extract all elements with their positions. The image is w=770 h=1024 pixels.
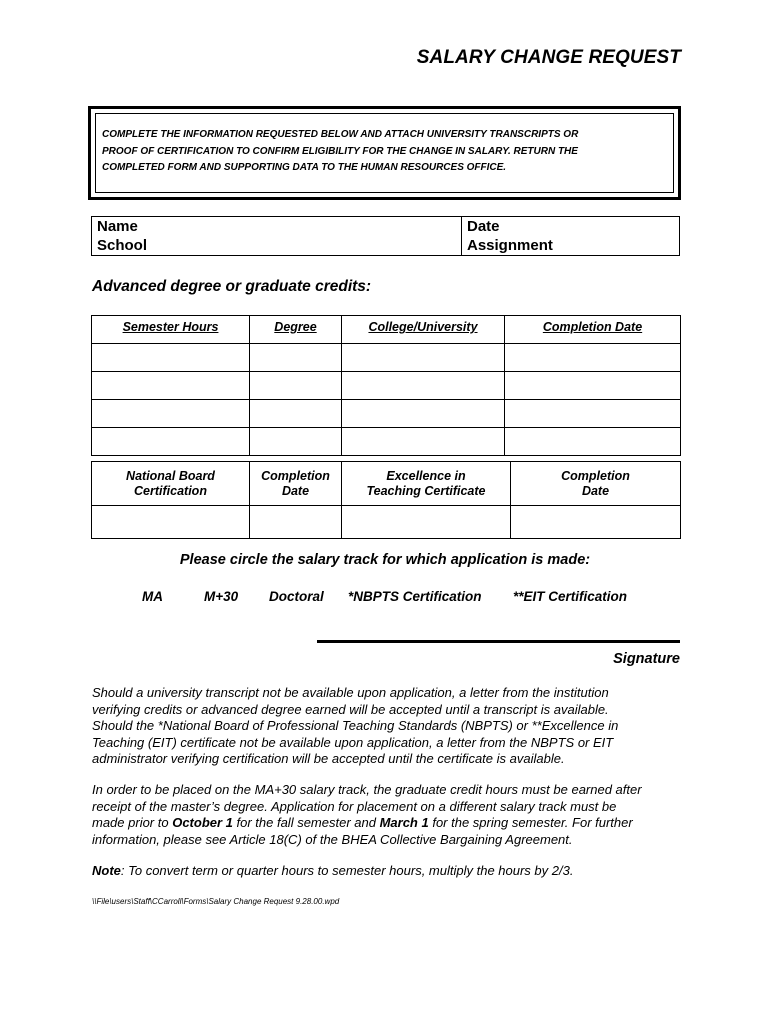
table-cell[interactable] xyxy=(92,428,250,456)
salary-track-paragraph: In order to be placed on the MA+30 salary track, the graduate credit hours must be earned after receipt of the master’s degree. Application for placement on a different salary track must be made prior to October 1 for the fall semester and March 1 for the spring semester. For further information, please see Article 18(C) of the BHEA Collective Bargaining Agreement. xyxy=(92,782,642,847)
table-row xyxy=(92,506,681,539)
certification-table xyxy=(91,461,681,539)
excellence-header: Excellence in Teaching Certificate xyxy=(342,462,511,506)
signature-line[interactable] xyxy=(317,640,680,643)
track-option-doctoral[interactable]: Doctoral xyxy=(269,589,324,604)
table-cell[interactable] xyxy=(505,344,681,372)
file-path-footer: \\File\users\Staff\CCarroll\Forms\Salary Change Request 9.28.00.wpd xyxy=(92,897,340,906)
table-cell[interactable] xyxy=(511,506,681,539)
semester-hours-header: Semester Hours xyxy=(92,316,250,344)
table-row xyxy=(92,400,681,428)
date-field[interactable] xyxy=(462,217,680,256)
table-cell[interactable] xyxy=(342,428,505,456)
school-label: School xyxy=(97,237,148,254)
table-cell[interactable] xyxy=(250,400,342,428)
form-title: SALARY CHANGE REQUEST xyxy=(416,47,681,68)
track-option-m30[interactable]: M+30 xyxy=(204,589,239,604)
date-label: Date xyxy=(467,218,500,235)
fall-deadline: October 1 xyxy=(172,815,233,830)
assignment-label: Assignment xyxy=(467,237,553,254)
table-cell[interactable] xyxy=(342,372,505,400)
table-cell[interactable] xyxy=(342,400,505,428)
degree-header: Degree xyxy=(250,316,342,344)
table-cell[interactable] xyxy=(342,506,511,539)
completion-date-header: Completion Date xyxy=(505,316,681,344)
table-cell[interactable] xyxy=(92,344,250,372)
signature-label: Signature xyxy=(613,651,680,667)
degree-section-heading: Advanced degree or graduate credits: xyxy=(92,278,372,295)
nb-completion-date-header: Completion Date xyxy=(250,462,342,506)
table-row xyxy=(92,428,681,456)
track-option-nbpts[interactable]: *NBPTS Certification xyxy=(348,589,482,604)
table-row xyxy=(92,344,681,372)
salary-track-prompt: Please circle the salary track for which application is made: xyxy=(179,552,591,568)
track-option-ma[interactable]: MA xyxy=(142,589,163,604)
college-header: College/University xyxy=(342,316,505,344)
track-option-eit[interactable]: **EIT Certification xyxy=(513,589,628,604)
eit-completion-date-header: Completion Date xyxy=(511,462,681,506)
table-cell[interactable] xyxy=(250,428,342,456)
instructions-text: COMPLETE THE INFORMATION REQUESTED BELOW AND ATTACH UNIVERSITY TRANSCRIPTS OR PROOF OF CERTIFICATION TO CONFIRM ELIGIBILITY FOR THE CHANGE IN SALARY. RETURN THE COMPLETED FORM AND SUPPORTING DATA TO THE HUMAN RESOURCES OFFICE. xyxy=(102,129,579,173)
degree-table xyxy=(91,315,681,456)
table-cell[interactable] xyxy=(250,506,342,539)
spring-deadline: March 1 xyxy=(379,815,429,830)
transcript-paragraph: Should a university transcript not be available upon application, a letter from the institution verifying credits or advanced degree earned will be accepted until a transcript is available. Should the *National Board of Professional Teaching Standards (NBPTS) or **Excellence in Teaching (EIT) certificate not be available upon application, a letter from the NBPTS or EIT administrator verifying certification will be accepted until the certificate is available. xyxy=(92,685,619,766)
table-cell[interactable] xyxy=(92,400,250,428)
national-board-header: National Board Certification xyxy=(92,462,250,506)
table-cell[interactable] xyxy=(250,372,342,400)
table-cell[interactable] xyxy=(250,344,342,372)
table-row xyxy=(92,372,681,400)
table-cell[interactable] xyxy=(505,428,681,456)
name-label: Name xyxy=(97,218,138,235)
table-cell[interactable] xyxy=(92,372,250,400)
conversion-note: Note: To convert term or quarter hours to semester hours, multiply the hours by 2/3. xyxy=(92,863,574,878)
table-cell[interactable] xyxy=(342,344,505,372)
employee-info-table xyxy=(91,216,680,256)
table-cell[interactable] xyxy=(92,506,250,539)
note-label: Note xyxy=(92,863,121,878)
table-cell[interactable] xyxy=(505,372,681,400)
table-cell[interactable] xyxy=(505,400,681,428)
name-field[interactable] xyxy=(92,217,462,256)
instructions-box xyxy=(88,106,681,200)
